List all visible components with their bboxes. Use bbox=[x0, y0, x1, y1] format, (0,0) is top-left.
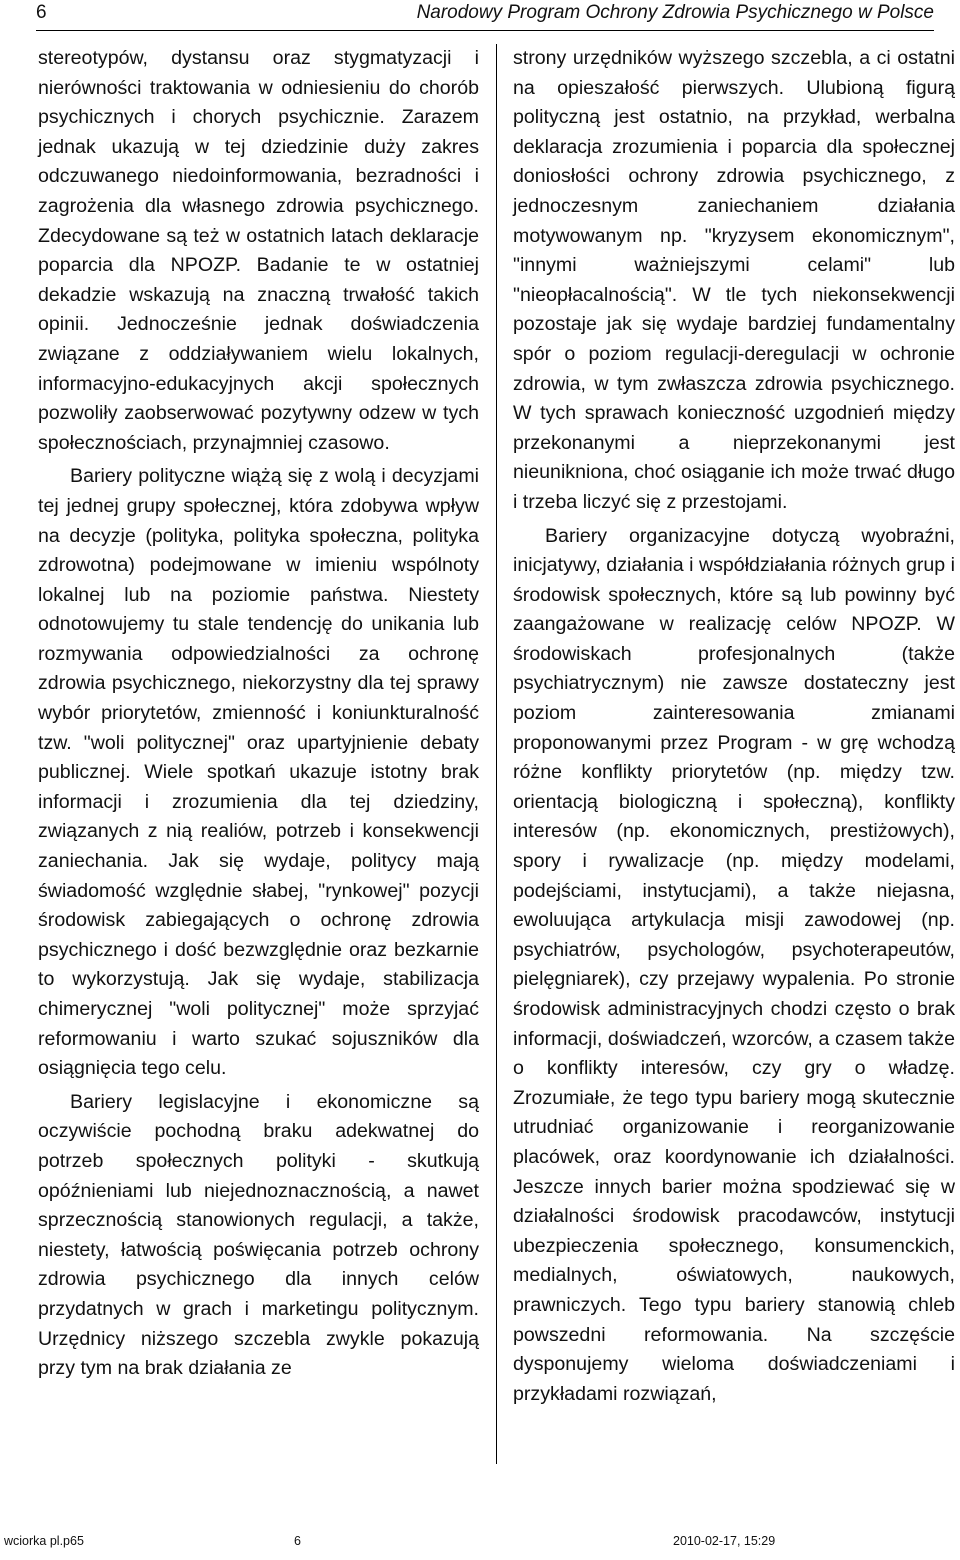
footer-timestamp: 2010-02-17, 15:29 bbox=[673, 1534, 776, 1548]
right-column bbox=[513, 44, 955, 1409]
footer-page-number: 6 bbox=[294, 1534, 301, 1548]
page-header bbox=[36, 0, 934, 31]
footer-filename: wciorka pl.p65 bbox=[4, 1534, 84, 1548]
paragraph: Bariery organizacyjne dotyczą wyobraźni, inicjatywy, działania i współdziałania różnych grup i środowisk społecznych, które są lub powinny być zaangażowane w realizację celów NPOZP. W środowiskach profesjonalnych (także psychiatrycznym) nie zawsze dostateczny jest poziom zainteresowania zmianami proponowanymi przez Program - w grę wchodzą różne konflikty priorytetów (np. między tzw. orientacją biologiczną i społeczną), konflikty interesów (np. ekonomicznych, prestiżowych), spory i rywalizacje (np. między modelami, podejściami, instytucjami), a także niejasna, ewoluująca artykulacja misji zawodowej (np. psychiatrów, psychologów, psychoterapeutów, pielęgniarek), czy przejawy wypalenia. Po stronie środowisk administracyjnych chodzi często o brak informacji, doświadczeń, wzorców, a czasem także o konflikty interesów, czy gry o władzę. Zrozumiałe, że tego typu bariery mogą skutecznie utrudniać organizowanie i reorganizowanie placówek, oraz koordynowanie ich działalności. Jeszcze innych barier można spodziewać się w działalności środowisk pracodawców, instytucji ubezpieczenia społecznego, konsumenckich, medialnych, oświatowych, naukowych, prawniczych. Tego typu bariery stanowią chleb powszedni reformowania. Na szczęście dysponujemy wieloma doświadczeniami i przykładami rozwiązań, bbox=[513, 524, 955, 1405]
paragraph: Bariery legislacyjne i ekonomiczne są oczywiście pochodną braku adekwatnej do potrzeb społecznych polityki - skutkują opóźnieniami lub niejednoznacznością, a nawet sprzecznością stanowionych regulacji, a także, niestety, łatwością poświęcania potrzeb ochrony zdrowia psychicznego dla innych celów przydatnych w grach i marketingu politycznym. Urzędnicy niższego szczebla zwykle pokazują przy tym na brak działania ze bbox=[38, 1090, 479, 1380]
paragraph: stereotypów, dystansu oraz stygmatyzacji i nierówności traktowania w odniesieniu do chorób psychicznych i chorych psychicznie. Zarazem jednak ukazują w tej dziedzinie duży zakres odczuwanego niedoinformowania, bezradności i zagrożenia dla własnego zdrowia psychicznego. Zdecydowane są też w ostatnich latach deklaracje poparcia dla NPOZP. Badanie te w ostatniej dekadzie wskazują na znaczną trwałość takich opinii. Jednocześnie jednak doświadczenia związane z oddziaływaniem wielu lokalnych, informacyjno-edukacyjnych akcji społecznych pozwoliły zaobserwować pozytywny odzew w tych społecznościach, przynajmniej czasowo. bbox=[38, 47, 479, 454]
paragraph: Bariery polityczne wiążą się z wolą i decyzjami tej jednej grupy społecznej, która zdobywa wpływ na decyzje (polityka, polityka społeczna, polityka zdrowotna) podejmowane w imieniu wspólnoty lokalnej lub na poziomie państwa. Niestety odnotowujemy tu stale tendencję do unikania lub rozmywania odpowiedzialności za ochronę zdrowia psychicznego, niekorzystny dla tej sprawy wybór priorytetów, zmienność i koniunkturalność tzw. "woli politycznej" oraz upartyjnienie debaty publicznej. Wiele spotkań ukazuje istotny brak informacji i zrozumienia dla tej dziedziny, związanych z nią realiów, potrzeb i konsekwencji zaniechania. Jak się wydaje, politycy mają świadomość względnie słabej, "rynkowej" pozycji środowisk zabiegających o ochronę zdrowia psychicznego i dość bezwzględnie oraz bezkarnie to wykorzystują. Jak się wydaje, stabilizacja chimerycznej "woli politycznej" może sprzyjać reformowaniu i warto szukać sojuszników dla osiągnięcia tego celu. bbox=[38, 465, 479, 1080]
left-column bbox=[38, 44, 479, 1384]
running-title: Narodowy Program Ochrony Zdrowia Psychicznego w Polsce bbox=[416, 2, 934, 23]
column-divider bbox=[496, 44, 497, 1464]
page-number: 6 bbox=[36, 2, 47, 23]
paragraph: strony urzędników wyższego szczebla, a ci ostatni na opieszałość pierwszych. Ulubioną figurą polityczną jest ostatnio, na przykład, werbalna deklaracja zrozumienia i poparcia dla społecznej doniosłości ochrony zdrowia psychicznego, z jednoczesnym zaniechaniem działania motywowanym np. "kryzysem ekonomicznym", "innymi ważniejszymi celami" lub "nieopłacalnością". W tle tych niekonsekwencji pozostaje jak się wydaje bardziej fundamentalny spór o poziom regulacji-deregulacji w ochronie zdrowia, w tym zwłaszcza zdrowia psychicznego. W tych sprawach konieczność uzgodnień między przekonanymi a nieprzekonanymi jest nieunikniona, choć osiąganie ich może trwać długo i trzeba liczyć się z przestojami. bbox=[513, 47, 955, 513]
